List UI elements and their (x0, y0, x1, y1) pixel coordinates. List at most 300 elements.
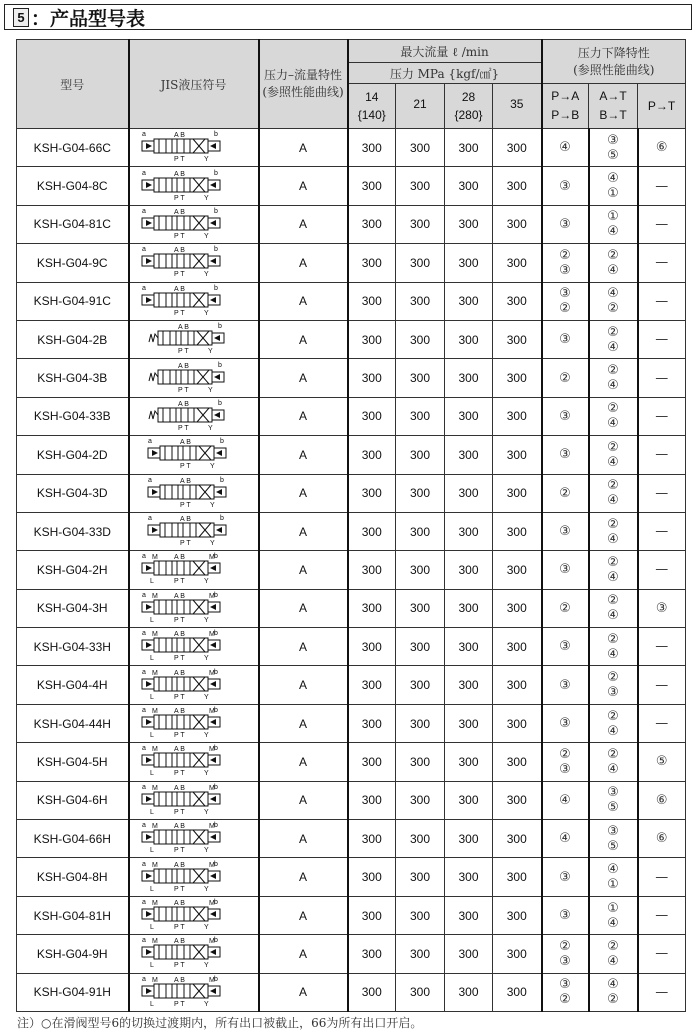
curve-cell: A (259, 704, 348, 742)
port-m-label: M (151, 938, 158, 946)
flow-cell: 300 (396, 743, 445, 781)
model-cell: KSH-G04-3H (17, 589, 129, 627)
port-y-label: Y (203, 924, 209, 931)
hydraulic-symbol-icon (130, 974, 258, 1008)
flow-cell: 300 (396, 167, 445, 205)
port-b-label: b (213, 860, 218, 868)
pressure-kgf: {140} (357, 108, 386, 122)
drop-pt-cell: — (638, 359, 686, 397)
drop-at-cell: ④ ② (589, 282, 638, 320)
port-b-label: b (213, 745, 218, 753)
flow-cell: 300 (493, 820, 542, 858)
curve-cell: A (259, 397, 348, 435)
symbol-cell (129, 704, 259, 742)
header-symbol: JIS液压符号 (129, 40, 259, 129)
port-y-label: Y (203, 847, 209, 855)
drop-at-cell: ① ④ (589, 896, 638, 934)
model-cell: KSH-G04-2B (17, 320, 129, 358)
flow-cell: 300 (493, 935, 542, 973)
port-m-label: M (208, 976, 215, 984)
model-cell: KSH-G04-81H (17, 896, 129, 934)
table-row (17, 973, 686, 1011)
flow-cell: 300 (348, 474, 396, 512)
flow-cell: 300 (396, 858, 445, 896)
hydraulic-symbol-icon (130, 321, 258, 355)
flow-cell: 300 (348, 551, 396, 589)
hydraulic-symbol-icon (130, 667, 258, 701)
table-row (17, 359, 686, 397)
flow-cell: 300 (445, 666, 493, 704)
port-ab-label: A B (173, 247, 185, 255)
port-pt-label: P T (173, 885, 185, 893)
drop-pt-cell: — (638, 167, 686, 205)
drop-at-cell: ③ ⑤ (589, 820, 638, 858)
drop-pa-cell: ③ ② (542, 973, 589, 1011)
port-ab-label: A B (173, 823, 185, 831)
flow-cell: 300 (348, 896, 396, 934)
table-row (17, 205, 686, 243)
drop-pa-cell: ③ (542, 320, 589, 358)
port-pt-label: P T (173, 578, 185, 586)
drop-pa-cell: ④ (542, 129, 589, 167)
table-row (17, 704, 686, 742)
port-a-label: a (147, 438, 152, 446)
port-ab-label: A B (173, 938, 185, 946)
flow-cell: 300 (396, 820, 445, 858)
port-pt-label: P T (173, 194, 185, 202)
port-ab-label: A B (179, 439, 191, 447)
port-m-label: M (208, 784, 215, 792)
symbol-cell (129, 935, 259, 973)
flow-cell: 300 (348, 781, 396, 819)
flow-cell: 300 (396, 282, 445, 320)
port-a-label: a (141, 131, 146, 139)
header-drop-col: P→A P→B (542, 84, 589, 129)
symbol-cell (129, 167, 259, 205)
port-m-label: M (151, 861, 158, 869)
port-y-label: Y (209, 540, 215, 548)
hydraulic-symbol-icon (130, 129, 258, 163)
flow-cell: 300 (396, 320, 445, 358)
table-row (17, 244, 686, 282)
port-ab-label: A B (173, 900, 185, 907)
port-y-label: Y (203, 271, 209, 279)
curve-cell: A (259, 359, 348, 397)
flow-cell: 300 (348, 282, 396, 320)
port-y-label: Y (203, 232, 209, 240)
port-pt-label: P T (173, 808, 185, 816)
port-m-label: M (151, 746, 158, 754)
port-l-label: L (149, 693, 154, 701)
port-ab-label: A B (173, 285, 185, 293)
flow-cell: 300 (493, 704, 542, 742)
port-l-label: L (149, 885, 154, 893)
table-row (17, 589, 686, 627)
product-model-table (16, 39, 686, 1012)
port-pt-label: P T (173, 271, 185, 279)
port-pt-label: P T (173, 232, 185, 240)
port-ab-label: A B (173, 746, 185, 754)
port-b-label: b (219, 438, 224, 446)
port-ab-label: A B (173, 784, 185, 792)
port-m-label: M (208, 554, 215, 562)
port-pt-label: P T (173, 156, 185, 164)
table-row (17, 666, 686, 704)
port-m-label: M (208, 861, 215, 869)
curve-cell: A (259, 973, 348, 1011)
drop-pt-cell: — (638, 858, 686, 896)
port-y-label: Y (209, 501, 215, 509)
flow-cell: 300 (445, 704, 493, 742)
drop-at-cell: ① ④ (589, 205, 638, 243)
drop-pa-cell: ③ (542, 704, 589, 742)
model-cell: KSH-G04-3D (17, 474, 129, 512)
flow-cell: 300 (445, 551, 493, 589)
drop-pa-cell: ② ③ (542, 935, 589, 973)
symbol-cell (129, 436, 259, 474)
pressure-mpa: 14 (365, 90, 379, 104)
drop-at-cell: ② ④ (589, 589, 638, 627)
drop-pa-cell: ② (542, 474, 589, 512)
port-ab-label: A B (173, 208, 185, 216)
port-a-label: a (141, 284, 146, 292)
drop-at-cell: ③ ⑤ (589, 781, 638, 819)
drop-pa-cell: ③ ② (542, 282, 589, 320)
drop-pt-cell: — (638, 474, 686, 512)
drop-pa-cell: ③ (542, 896, 589, 934)
port-m-label: M (208, 746, 215, 754)
hydraulic-symbol-icon (130, 168, 258, 202)
port-ab-label: A B (173, 976, 185, 984)
flow-cell: 300 (445, 436, 493, 474)
flow-cell: 300 (445, 359, 493, 397)
flow-cell: 300 (493, 359, 542, 397)
port-pt-label: P T (173, 962, 185, 970)
port-pt-label: P T (179, 540, 191, 548)
header-drop-col: A→T B→T (589, 84, 638, 129)
port-b-label: b (213, 975, 218, 983)
drop-pa-cell: ② ③ (542, 743, 589, 781)
hydraulic-symbol-icon (130, 551, 258, 585)
drop-at-cell: ② ④ (589, 628, 638, 666)
model-cell: KSH-G04-9H (17, 935, 129, 973)
symbol-cell (129, 474, 259, 512)
flow-cell: 300 (445, 474, 493, 512)
port-pt-label: P T (177, 424, 189, 432)
port-pt-label: P T (173, 847, 185, 855)
flow-cell: 300 (396, 628, 445, 666)
model-cell: KSH-G04-81C (17, 205, 129, 243)
flow-cell: 300 (396, 359, 445, 397)
drop-at-cell: ④ ① (589, 167, 638, 205)
flow-cell: 300 (396, 781, 445, 819)
symbol-cell (129, 359, 259, 397)
port-pt-label: P T (173, 770, 185, 778)
port-m-label: M (208, 592, 215, 600)
port-b-label: b (213, 937, 218, 945)
port-ab-label: A B (179, 477, 191, 485)
section-title (4, 4, 692, 30)
hydraulic-symbol-icon (130, 935, 258, 969)
symbol-cell (129, 628, 259, 666)
port-b-label: b (213, 246, 218, 254)
port-l-label: L (149, 732, 154, 740)
flow-cell: 300 (348, 704, 396, 742)
model-cell: KSH-G04-66H (17, 820, 129, 858)
drop-pt-cell: — (638, 512, 686, 550)
drop-pa-cell: ④ (542, 781, 589, 819)
port-a-label: a (141, 822, 146, 830)
drop-pa-cell: ③ (542, 858, 589, 896)
port-a-label: a (141, 783, 146, 791)
hydraulic-symbol-icon (130, 206, 258, 240)
port-m-label: M (151, 592, 158, 600)
port-a-label: a (141, 860, 146, 868)
table-row (17, 436, 686, 474)
port-b-label: b (213, 630, 218, 638)
symbol-cell (129, 282, 259, 320)
curve-cell: A (259, 743, 348, 781)
drop-pa-cell: ③ (542, 436, 589, 474)
table-row (17, 820, 686, 858)
symbol-cell (129, 129, 259, 167)
model-cell: KSH-G04-91C (17, 282, 129, 320)
pressure-mpa: 35 (510, 97, 524, 111)
drop-at-cell: ④ ① (589, 858, 638, 896)
port-y-label: Y (203, 156, 209, 164)
flow-cell: 300 (493, 858, 542, 896)
header-max-flow: 最大流量 ℓ /min (348, 40, 542, 63)
flow-cell: 300 (396, 205, 445, 243)
symbol-cell (129, 589, 259, 627)
flow-cell: 300 (396, 973, 445, 1011)
hydraulic-symbol-icon (130, 513, 258, 547)
port-m-label: M (151, 900, 158, 907)
drop-at-cell: ② ④ (589, 320, 638, 358)
port-m-label: M (208, 938, 215, 946)
flow-cell: 300 (396, 397, 445, 435)
port-pt-label: P T (173, 732, 185, 740)
flow-cell: 300 (445, 244, 493, 282)
drop-pt-cell: ⑥ (638, 129, 686, 167)
flow-cell: 300 (445, 781, 493, 819)
port-l-label: L (149, 808, 154, 816)
port-y-label: Y (203, 885, 209, 893)
port-ab-label: A B (173, 708, 185, 716)
header-pressure: 压力 MPa {kgf/㎠} (348, 63, 542, 84)
port-y-label: Y (203, 194, 209, 202)
port-ab-label: A B (173, 631, 185, 639)
flow-cell: 300 (348, 820, 396, 858)
port-ab-label: A B (173, 170, 185, 178)
port-m-label: M (151, 631, 158, 639)
drop-pt-cell: ⑥ (638, 820, 686, 858)
drop-at-cell: ② ④ (589, 704, 638, 742)
drop-pa-cell: ③ (542, 551, 589, 589)
port-l-label: L (149, 578, 154, 586)
flow-cell: 300 (396, 129, 445, 167)
port-b-label: b (217, 361, 222, 369)
port-y-label: Y (203, 962, 209, 970)
drop-pt-cell: — (638, 666, 686, 704)
curve-cell: A (259, 205, 348, 243)
port-b-label: b (213, 591, 218, 599)
flow-cell: 300 (445, 282, 493, 320)
flow-cell: 300 (445, 820, 493, 858)
header-drop-col: P→T (638, 84, 686, 129)
table-row (17, 320, 686, 358)
port-y-label: Y (203, 655, 209, 663)
port-pt-label: P T (173, 655, 185, 663)
symbol-cell (129, 781, 259, 819)
symbol-cell (129, 320, 259, 358)
drop-at-cell: ② ④ (589, 244, 638, 282)
drop-pt-cell: — (638, 896, 686, 934)
drop-pa-cell: ③ (542, 666, 589, 704)
hydraulic-symbol-icon (130, 590, 258, 624)
flow-cell: 300 (396, 935, 445, 973)
port-m-label: M (208, 631, 215, 639)
flow-cell: 300 (445, 935, 493, 973)
port-a-label: a (141, 246, 146, 254)
curve-cell: A (259, 858, 348, 896)
drop-pt-cell: — (638, 205, 686, 243)
model-cell: KSH-G04-3B (17, 359, 129, 397)
port-pt-label: P T (173, 1000, 185, 1008)
flow-cell: 300 (493, 282, 542, 320)
table-row (17, 935, 686, 973)
flow-cell: 300 (348, 436, 396, 474)
flow-cell: 300 (493, 551, 542, 589)
port-m-label: M (208, 708, 215, 716)
model-cell: KSH-G04-91H (17, 973, 129, 1011)
port-a-label: a (141, 207, 146, 215)
drop-pa-cell: ③ (542, 205, 589, 243)
port-b-label: b (217, 399, 222, 407)
symbol-cell (129, 896, 259, 934)
drop-at-cell: ③ ⑤ (589, 129, 638, 167)
port-y-label: Y (203, 693, 209, 701)
port-b-label: b (219, 476, 224, 484)
port-b-label: b (213, 783, 218, 791)
model-cell: KSH-G04-6H (17, 781, 129, 819)
drop-pa-cell: ③ (542, 397, 589, 435)
port-a-label: a (141, 707, 146, 715)
port-ab-label: A B (179, 516, 191, 524)
model-cell: KSH-G04-33B (17, 397, 129, 435)
flow-cell: 300 (348, 666, 396, 704)
curve-cell: A (259, 244, 348, 282)
symbol-cell (129, 666, 259, 704)
flow-cell: 300 (493, 896, 542, 934)
curve-cell: A (259, 320, 348, 358)
model-cell: KSH-G04-44H (17, 704, 129, 742)
hydraulic-symbol-icon (130, 244, 258, 278)
curve-cell: A (259, 436, 348, 474)
flow-cell: 300 (493, 512, 542, 550)
port-ab-label: A B (173, 861, 185, 869)
port-b-label: b (213, 553, 218, 561)
symbol-cell (129, 743, 259, 781)
flow-cell: 300 (493, 397, 542, 435)
model-cell: KSH-G04-5H (17, 743, 129, 781)
port-b-label: b (213, 169, 218, 177)
hydraulic-symbol-icon (130, 897, 258, 931)
port-m-label: M (208, 900, 215, 907)
header-pressure-28 (445, 84, 493, 129)
table-row (17, 858, 686, 896)
flow-cell: 300 (396, 896, 445, 934)
port-ab-label: A B (177, 362, 189, 370)
port-l-label: L (149, 655, 154, 663)
port-a-label: a (141, 937, 146, 945)
flow-cell: 300 (348, 628, 396, 666)
table-row (17, 628, 686, 666)
port-y-label: Y (203, 808, 209, 816)
curve-cell: A (259, 666, 348, 704)
port-m-label: M (208, 823, 215, 831)
drop-pa-cell: ② (542, 359, 589, 397)
port-l-label: L (149, 924, 154, 931)
flow-cell: 300 (396, 589, 445, 627)
port-y-label: Y (209, 463, 215, 471)
flow-cell: 300 (348, 858, 396, 896)
flow-cell: 300 (348, 244, 396, 282)
hydraulic-symbol-icon (130, 782, 258, 816)
port-ab-label: A B (177, 400, 189, 408)
drop-at-cell: ② ③ (589, 666, 638, 704)
flow-cell: 300 (396, 436, 445, 474)
port-b-label: b (213, 668, 218, 676)
header-curve: 压力–流量特性 (参照性能曲线) (259, 40, 348, 129)
port-b-label: b (213, 899, 218, 906)
port-pt-label: P T (179, 463, 191, 471)
port-ab-label: A B (177, 324, 189, 332)
flow-cell: 300 (348, 743, 396, 781)
drop-at-cell: ② ④ (589, 935, 638, 973)
drop-pt-cell: ③ (638, 589, 686, 627)
hydraulic-symbol-icon (130, 743, 258, 777)
drop-at-cell: ② ④ (589, 743, 638, 781)
flow-cell: 300 (396, 551, 445, 589)
drop-pt-cell: — (638, 282, 686, 320)
port-a-label: a (141, 553, 146, 561)
flow-cell: 300 (445, 129, 493, 167)
drop-at-cell: ② ④ (589, 474, 638, 512)
curve-cell: A (259, 820, 348, 858)
port-b-label: b (213, 284, 218, 292)
flow-cell: 300 (445, 397, 493, 435)
drop-pa-cell: ③ (542, 512, 589, 550)
drop-pt-cell: — (638, 244, 686, 282)
port-pt-label: P T (173, 924, 185, 931)
drop-pa-cell: ④ (542, 820, 589, 858)
drop-pt-cell: — (638, 436, 686, 474)
port-m-label: M (151, 708, 158, 716)
flow-cell: 300 (348, 935, 396, 973)
table-row (17, 282, 686, 320)
table-row (17, 129, 686, 167)
section-heading: ：产品型号表 (31, 7, 146, 30)
port-y-label: Y (207, 424, 213, 432)
drop-pt-cell: — (638, 973, 686, 1011)
flow-cell: 300 (348, 320, 396, 358)
flow-cell: 300 (396, 244, 445, 282)
curve-cell: A (259, 129, 348, 167)
flow-cell: 300 (493, 167, 542, 205)
port-l-label: L (149, 770, 154, 778)
flow-cell: 300 (348, 167, 396, 205)
